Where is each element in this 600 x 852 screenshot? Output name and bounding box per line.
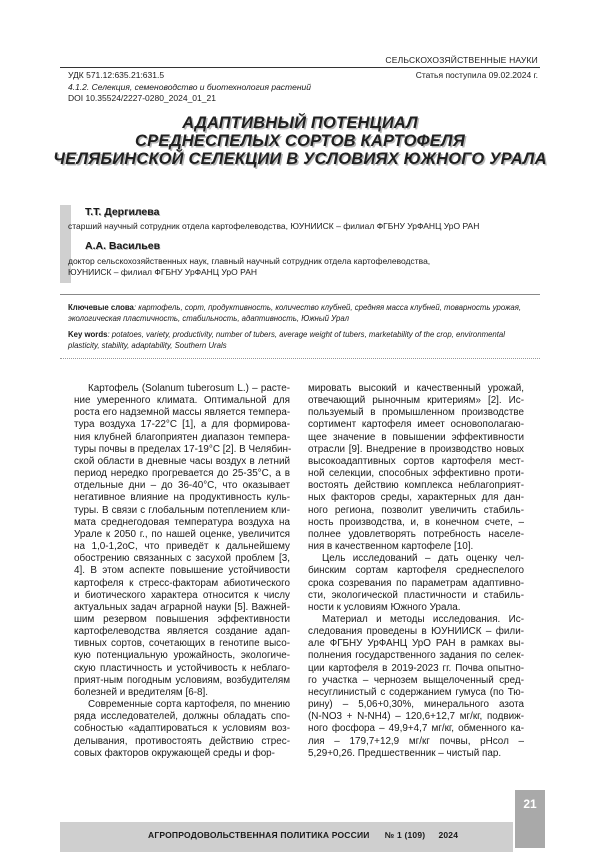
author-affiliation [68, 256, 430, 278]
footer-issue: № 1 (109) [384, 830, 426, 840]
body-text-line: бинским сортам картофеля среднеспелого [308, 565, 524, 577]
body-text-line: шим резервом повышения эффективности [74, 613, 290, 625]
body-text-line: срока созревания по параметрам адаптивно- [308, 577, 524, 589]
body-text-line: мировать высокий и качественный урожай, [308, 383, 524, 394]
doi: DOI 10.35524/2227-0280_2024_01_21 [68, 93, 216, 103]
body-text-line: щее значение в повышении эффективности [308, 431, 524, 443]
body-text-line: делывания, противостоять действию стрес- [74, 735, 290, 747]
body-text-line: обострению связанных с засухой проблем [3, [74, 553, 290, 565]
journal-section-label: СЕЛЬСКОХОЗЯЙСТВЕННЫЕ НАУКИ [385, 55, 538, 65]
specialty-code: 4.1.2. Селекция, семеноводство и биотехнология растений [68, 81, 311, 92]
received-date: Статья поступила 09.02.2024 г. [415, 70, 538, 80]
body-text-line: отрасли [9]. Внедрение в производство новых [308, 443, 524, 455]
body-text-line: собностью «адаптироваться к условиям воз- [74, 723, 290, 735]
page-number: 21 [523, 797, 537, 811]
body-text-line: туры. В связи с глобальным потеплением кли- [74, 504, 290, 516]
body-text-line: период нередко прогревается до 25-35°С, а в [74, 468, 290, 480]
body-text-line: сти, экологической пластичности и стабиль- [308, 589, 524, 601]
title-line: СРЕДНЕСПЕЛЫХ СОРТОВ КАРТОФЕЛЯ [135, 132, 465, 150]
body-text-line: болезней и вредителям [6-8]. [74, 686, 208, 698]
udc-code: УДК 571.12:635.21:631.5 [68, 70, 165, 80]
body-text-line: полнения государственного задания по селек- [308, 650, 524, 662]
author-name: А.А. Васильев [85, 240, 161, 252]
body-text-line: лия – 179,7+12,9 мг/кг почвы, pHсол – [308, 735, 524, 747]
body-text-line: скую пластичность и устойчивость к неблаго- [74, 662, 290, 674]
body-text-line: ного фосфора – 49,9+4,7 мг/кг, обменного ка- [308, 723, 524, 735]
body-text-line: 5,29+0,26. Предшественник – чистый пар. [308, 747, 502, 759]
body-text-line: сортимент картофеля имеет основополагаю- [308, 419, 524, 431]
keywords-label: Ключевые слова [68, 303, 134, 312]
affiliation-line: старший научный сотрудник отдела картофелеводства, ЮУНИИСК – филиал ФГБНУ УрФАНЦ УрО РАН [68, 221, 480, 231]
affiliation-line: доктор сельскохозяйственных наук, главный научный сотрудник отдела картофелеводства, [68, 256, 431, 266]
body-text-line: на 1,0-1,2оС, что приведёт к дальнейшему [74, 541, 290, 553]
body-text-line: отдельные дни – до 36-40°С, что оказывает [74, 480, 290, 492]
author-name: Т.Т. Дергилева [85, 206, 160, 218]
body-text-line: роста его надземной массы является темпера- [74, 407, 291, 419]
body-text-line: отвечающий рыночным критериям» [2]. Ис- [308, 395, 524, 407]
body-text-line: картофеля к стресс-факторам абиотического [74, 577, 290, 589]
header-divider [60, 67, 540, 68]
body-text-line: высокоадаптивных сортов картофеля мест- [308, 455, 524, 467]
body-text-line: ряда исследователей, должны обладать спо- [74, 711, 290, 723]
body-text-line: ской области в дневные часы воздух в летний [74, 455, 290, 467]
body-text-line: Урале к 2050 г., по нашей оценке, увеличится [74, 528, 290, 540]
body-text-line: але ФГБНУ УрФАНЦ УрО РАН в рамках вы- [308, 638, 524, 650]
body-text-line: ции картофеля в 2019-2023 гг. Почва опытно- [308, 662, 524, 674]
footer-journal-name: АГРОПРОДОВОЛЬСТВЕННАЯ ПОЛИТИКА РОССИИ [148, 830, 370, 840]
body-text-line: ность производства, и, в конечном счете, – [308, 516, 524, 528]
body-text-line: и биотического характера относится к числу [74, 589, 290, 601]
keywords-divider-bottom [60, 358, 540, 359]
article-title [0, 114, 600, 168]
body-text-line: следования проведены в ЮУНИИСК – фили- [308, 626, 524, 638]
title-line: ЧЕЛЯБИНСКОЙ СЕЛЕКЦИИ В УСЛОВИЯХ ЮЖНОГО УРАЛА [53, 150, 547, 168]
keywords-divider-top [60, 294, 540, 295]
body-text-line: актуальных задач аграрной науки [5]. Важней- [74, 601, 290, 613]
body-text-line: го участка – чернозем выщелоченный сред- [308, 674, 524, 686]
body-text-line: ного региона, позволит увеличить стабиль- [308, 504, 524, 516]
body-text-line: ния клубней благоприятен диапазон темпера- [74, 431, 290, 443]
author-affiliation [68, 221, 479, 232]
body-text-line: несуглинистый с содержанием гумуса (по Тю- [308, 686, 524, 698]
title-line: АДАПТИВНЫЙ ПОТЕНЦИАЛ [182, 114, 418, 132]
body-text-line: картофелеводства является создание адап- [74, 626, 290, 638]
footer-year: 2024 [438, 830, 459, 840]
body-column-left [74, 383, 290, 760]
body-text-line: ние умеренного климата. Оптимальной для [74, 395, 290, 407]
body-text-line: ности к условиям Южного Урала. [308, 601, 461, 613]
body-text-line: прият-ным погодным условиям, возбудителям [74, 674, 290, 686]
body-text-line: совых факторов окружающей среды и фор- [74, 747, 275, 759]
body-text-line: ния в качественном картофеле [10]. [308, 541, 474, 553]
body-text-line: востоять действию комплекса неблагоприят- [308, 480, 524, 492]
body-text-line: Картофель (Solanum tuberosum L.) – расте- [88, 383, 290, 394]
body-text-line: Материал и методы исследования. Ис- [322, 613, 524, 625]
keywords-ru [68, 303, 538, 324]
keywords-en [68, 330, 538, 351]
keywords-label: Key words [68, 330, 108, 339]
body-text-line: кую потенциальную урожайность, экологиче- [74, 650, 290, 662]
body-text-line: рину) – 5,06+0,30%, минерального азота [308, 699, 524, 711]
body-column-right [308, 383, 524, 760]
body-text-line: ной селекции, способных эффективно проти- [308, 468, 524, 480]
body-text-line: ных факторов среды, характерных для дан- [308, 492, 524, 504]
body-text-line: негативное влияние на продуктивность куль- [74, 492, 290, 504]
body-text-line: Цель исследований – дать оценку чел- [322, 553, 524, 565]
body-text-line: Современные сорта картофеля, по мнению [88, 699, 290, 711]
body-text-line: тивных сортов, сочетающих в генотипе высо- [74, 638, 290, 650]
keywords-text: : картофель, сорт, продуктивность, количество клубней, средняя масса клубней, товарность урожая, экологическая пластичность, стабильность, адаптивность, Южный Урал [68, 303, 522, 323]
keywords-text: : potatoes, variety, productivity, number of tubers, average weight of tubers, marketability of the crop, environmental plasticity, stability, adaptability, Southern Urals [68, 330, 505, 350]
body-text-line: (N-NO3 + N-NH4) – 120,6+12,7 мг/кг, подвиж- [308, 711, 524, 723]
footer-journal-info [148, 830, 458, 840]
body-text-line: 4]. В этом аспекте повышение устойчивости [74, 565, 290, 577]
body-text-line: пользуемый в промышленном производстве [308, 407, 524, 419]
article-meta [68, 70, 311, 105]
body-text-line: полнее удовлетворять потребность населе- [308, 528, 524, 540]
body-text-line: мата среднегодовая температура воздуха на [74, 516, 290, 528]
body-text-line: тура воздуха 17-22°С [1], а для формирова- [74, 419, 290, 431]
body-text-line: туры почвы в пределах 17-19°С [2]. В Челябин- [74, 443, 292, 455]
affiliation-line: ЮУНИИСК – филиал ФГБНУ УрФАНЦ УрО РАН [68, 267, 258, 277]
